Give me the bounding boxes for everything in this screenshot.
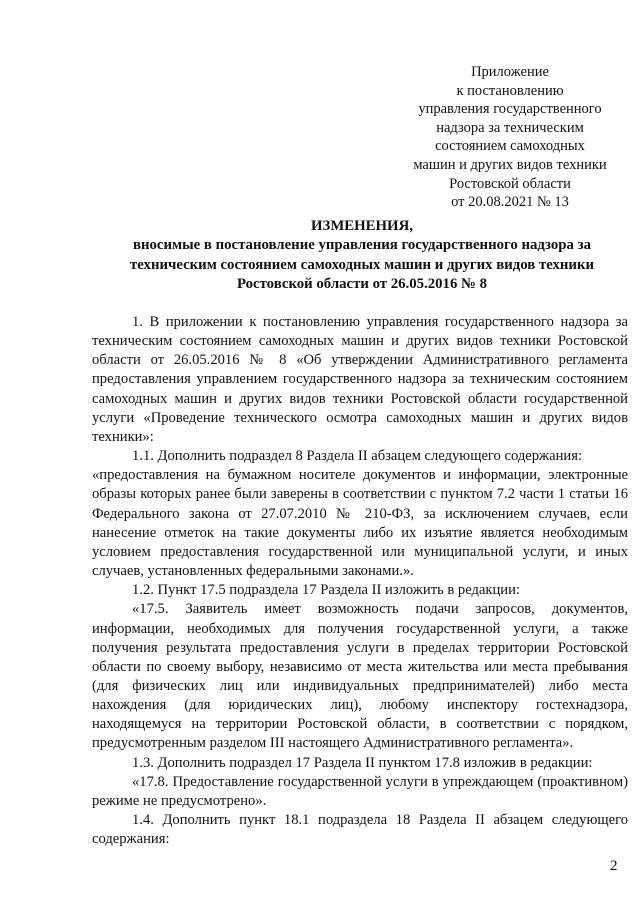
appendix-line: к постановлению: [456, 82, 564, 99]
paragraph-1-1: 1.1. Дополнить подраздел 8 Раздела II абзацем следующего содержания:: [132, 448, 582, 465]
paragraph-1: 1. В приложении к постановлению управления государственного надзора за техническим состоянием самоходных машин и других видов техники Ростовской области от 26.05.2016 № 8 «Об утверждении Административного регламента предоставления управлением государственного надзора за техническим состоянием самоходных машин и других видов техники Ростовской области государственной услуги «Проведение технического осмотра самоходных машин и других видов техники»:: [92, 314, 628, 445]
paragraph-1-3: 1.3. Дополнить подраздел 17 Раздела II пунктом 17.8 изложив в редакции:: [132, 754, 593, 771]
appendix-line: машин и других видов техники: [413, 156, 607, 173]
appendix-line: надзора за техническим: [436, 119, 584, 136]
paragraph-17-8: «17.8. Предоставление государственной услуги в упреждающем (проактивном) режиме не предусмотрено».: [92, 773, 628, 809]
paragraph-1-1-text: «предоставления на бумажном носителе документов и информации, электронные образы которых ранее были заверены в соответствии с пунктом 7.2 части 1 статьи 16 Федерального закона от 27.07.2010 № 210-ФЗ, за исключением случаев, если нанесение отметок на такие документы либо их изъятие является необходимым условием предоставления государственной или муниципальной услуги, и иных случаев, установленных федеральными законами.».: [92, 467, 628, 580]
heading-subtitle-line: техническим состоянием самоходных машин и других видов техники: [130, 256, 594, 273]
document-body: [92, 313, 628, 849]
heading-subtitle-line: вносимые в постановление управления государственного надзора за: [133, 237, 591, 254]
appendix-line: Приложение: [471, 64, 549, 80]
appendix-line: Ростовской области: [449, 175, 571, 192]
appendix-block: [395, 63, 625, 212]
paragraph-1-4: 1.4. Дополнить пункт 18.1 подраздела 18 Раздела II абзацем следующего содержания:: [92, 812, 628, 848]
heading-title: ИЗМЕНЕНИЯ,: [311, 218, 413, 234]
appendix-line: состоянием самоходных: [435, 138, 585, 155]
heading-subtitle-line: Ростовской области от 26.05.2016 № 8: [236, 276, 488, 293]
page-number: 2: [610, 858, 618, 874]
paragraph-17-5: «17.5. Заявитель имеет возможность подачи запросов, документов, информации, необходимых для получения государственной услуги, а также получения результата предоставления услуги в пределах территории Ростовской области по своему выбору, независимо от места жительства или места пребывания (для физических лиц или индивидуальных предпринимателей) либо места нахождения (для юридических лиц), любому инспектору гостехнадзора, находящемуся на территории Ростовской области, в соответствии с порядком, предусмотренным разделом III настоящего Административного регламента».: [92, 601, 628, 752]
paragraph-1-2: 1.2. Пункт 17.5 подраздела 17 Раздела II изложить в редакции:: [132, 582, 520, 599]
appendix-line: управления государственного: [418, 101, 602, 118]
document-heading: [92, 217, 632, 295]
appendix-date-line: от 20.08.2021 № 13: [451, 194, 569, 211]
